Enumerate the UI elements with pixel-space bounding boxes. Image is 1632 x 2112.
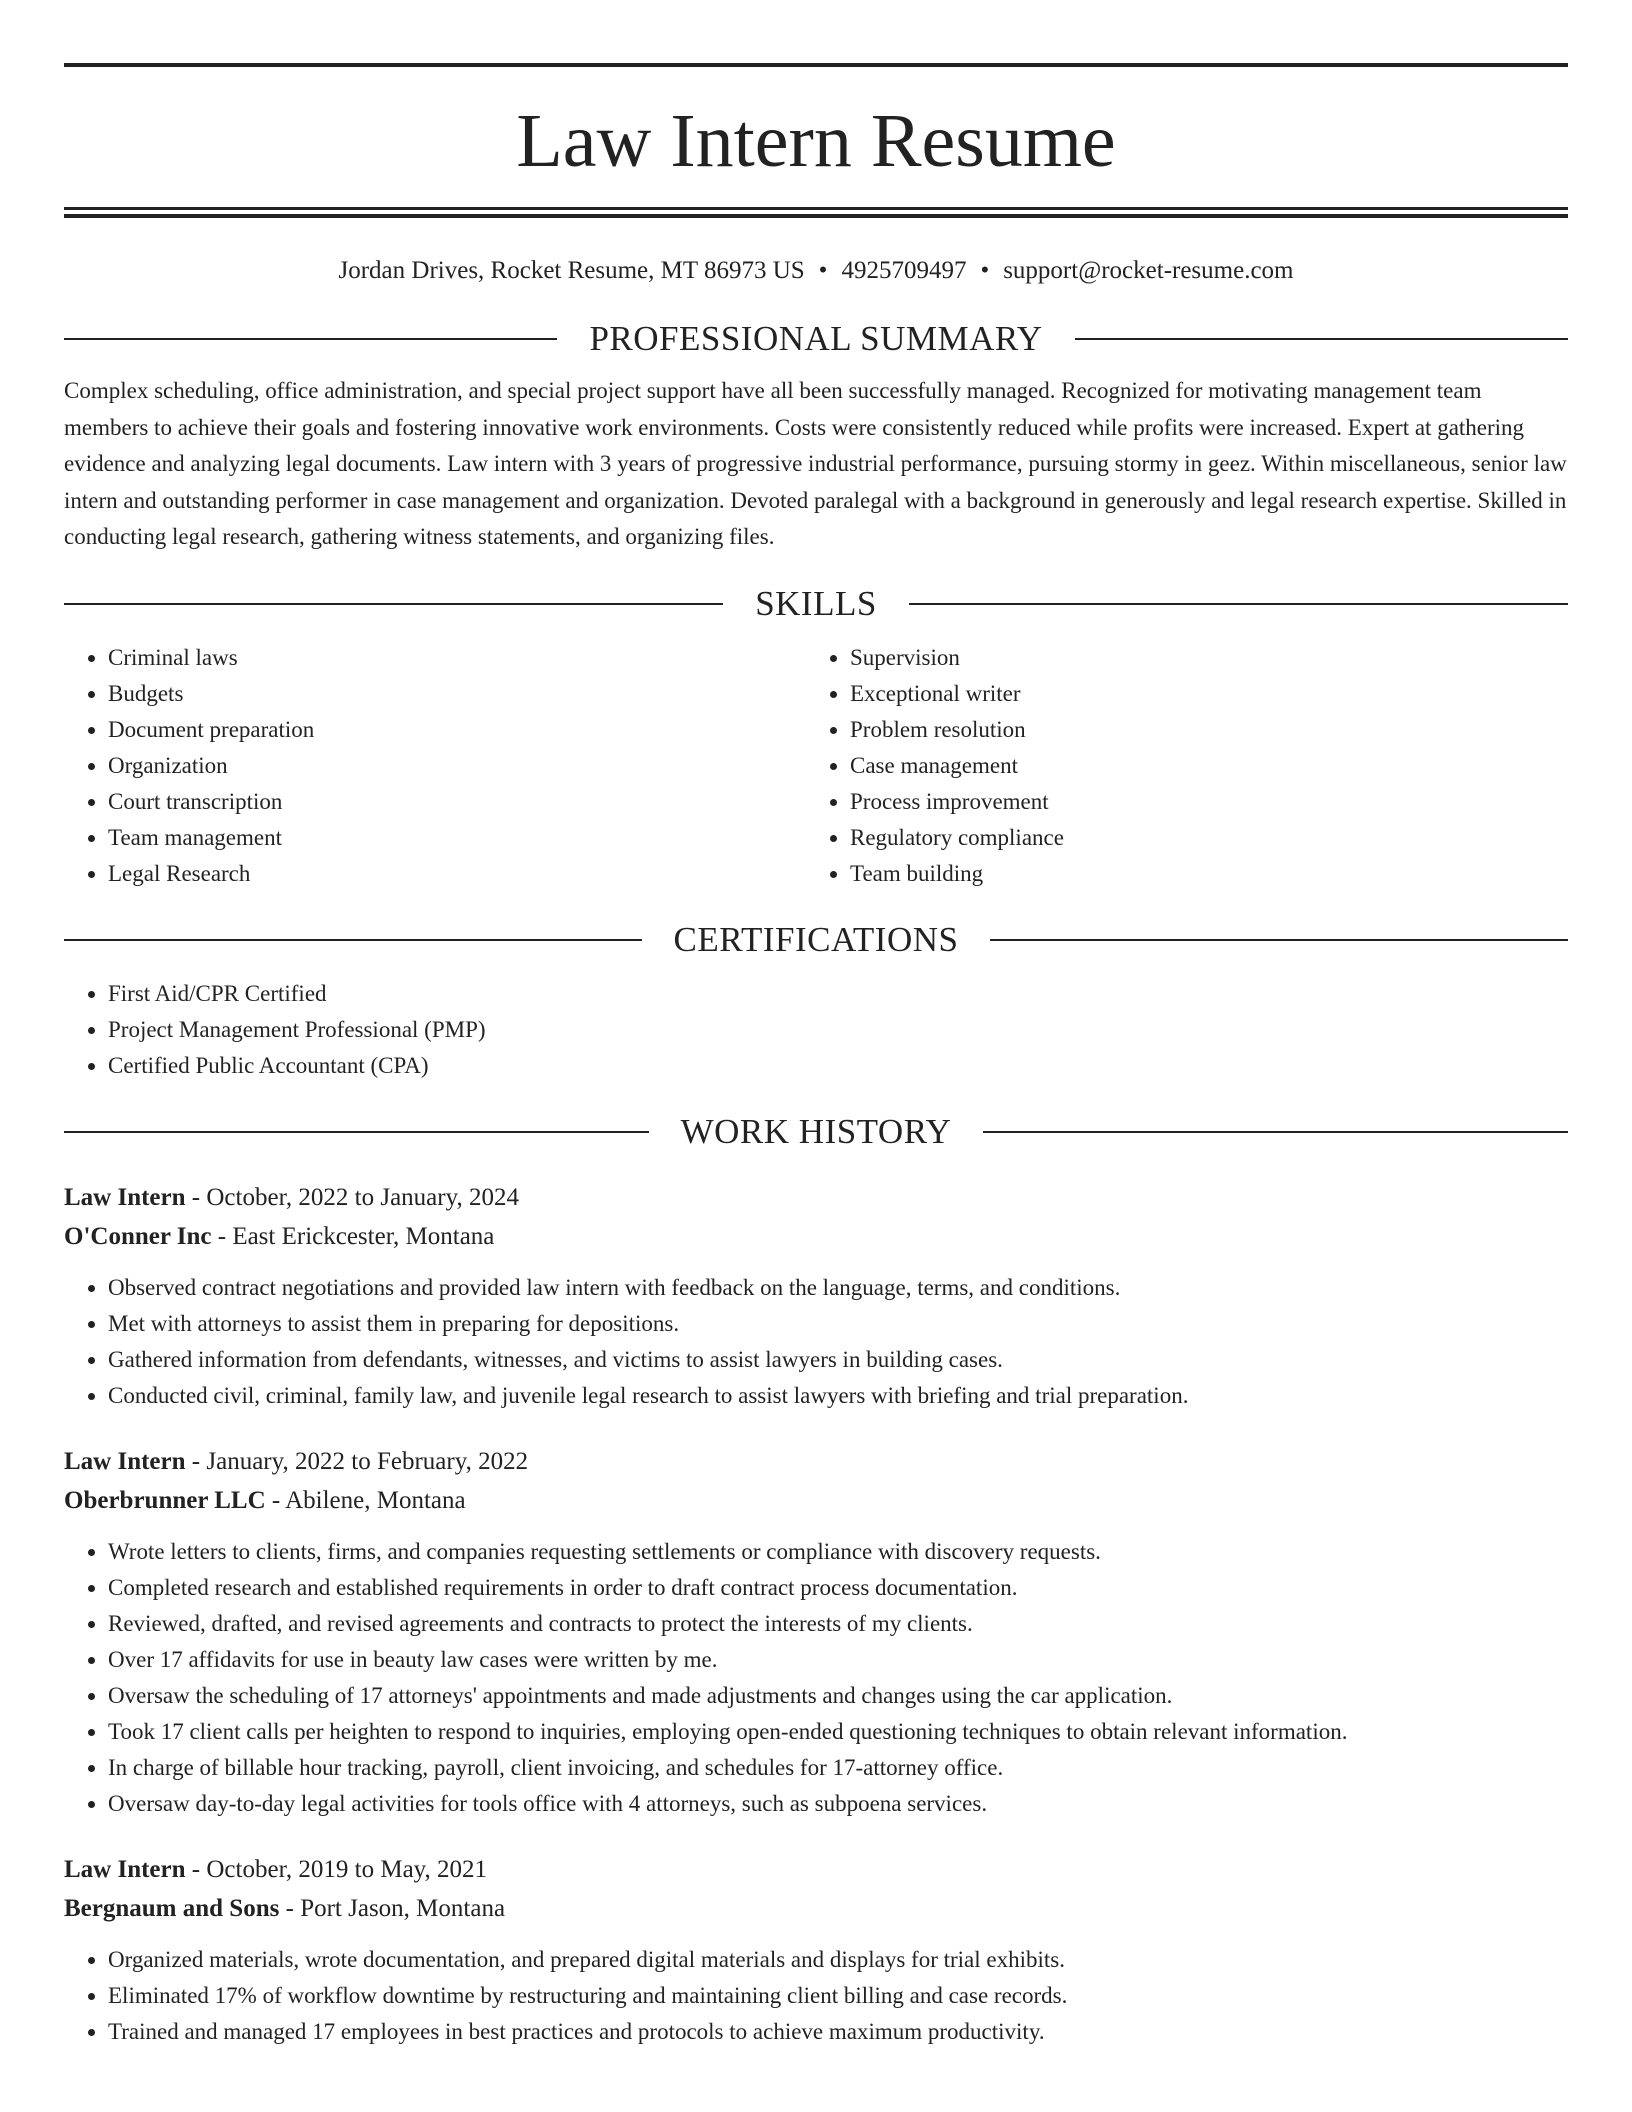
job-duties-list	[64, 1270, 1568, 1414]
job-duty-item: • In charge of billable hour tracking, payroll, client invoicing, and schedules for 17-attorney office.	[108, 1750, 1568, 1786]
section-rule-right	[909, 603, 1568, 605]
work-entry	[64, 1442, 1568, 1822]
job-company: O'Conner Inc	[64, 1222, 212, 1250]
job-duty-item: • Oversaw day-to-day legal activities for tools office with 4 attorneys, such as subpoena services.	[108, 1786, 1568, 1822]
certification-item: • Project Management Professional (PMP)	[108, 1012, 1568, 1048]
skill-item: • Process improvement	[850, 784, 1548, 820]
skill-item: • Document preparation	[108, 712, 806, 748]
job-duties-list	[64, 1534, 1568, 1822]
summary-text: Complex scheduling, office administration, and special project support have all been successfully managed. Recognized for motivating management team members to achieve their goals and fostering innovative work environments. Costs were consistently reduced while profits were increased. Expert at gathering evidence and analyzing legal documents. Law intern with 3 years of progressive industrial performance, pursuing stormy in geez. Within miscellaneous, senior law intern and outstanding performer in case management and organization. Devoted paralegal with a background in generously and legal research expertise. Skilled in conducting legal research, gathering witness statements, and organizing files.	[64, 378, 1567, 549]
section-rule-left	[64, 603, 723, 605]
job-duty-item: • Completed research and established requirements in order to draft contract process documentation.	[108, 1570, 1568, 1606]
certifications-list	[64, 976, 1568, 1084]
job-title-line: Law Intern - January, 2022 to February, 2022	[64, 1447, 529, 1475]
skill-item: • Legal Research	[108, 856, 806, 892]
contact-separator: •	[980, 257, 990, 284]
job-location: Abilene, Montana	[285, 1486, 466, 1514]
job-duty-item: • Eliminated 17% of workflow downtime by restructuring and maintaining client billing and case records.	[108, 1978, 1568, 2014]
skills-column-left	[64, 640, 806, 892]
job-dates: October, 2019 to May, 2021	[206, 1855, 488, 1883]
resume-page	[64, 0, 1568, 2050]
job-duty-item: • Took 17 client calls per heighten to respond to inquiries, employing open-ended questioning techniques to obtain relevant information.	[108, 1714, 1568, 1750]
job-company-line: Oberbrunner LLC - Abilene, Montana	[64, 1486, 466, 1514]
section-rule-left	[64, 939, 642, 941]
contact-email[interactable]: support@rocket-resume.com	[1003, 257, 1294, 284]
section-title-skills: SKILLS	[755, 583, 877, 623]
skill-item: • Team management	[108, 820, 806, 856]
skill-item: • Supervision	[850, 640, 1548, 676]
section-rule-left	[64, 338, 557, 340]
contact-address: Jordan Drives, Rocket Resume, MT 86973 US	[338, 257, 805, 284]
skills-columns	[64, 640, 1568, 892]
job-title-line: Law Intern - October, 2022 to January, 2024	[64, 1183, 519, 1211]
contact-phone: 4925709497	[841, 257, 967, 284]
contact-separator: •	[818, 257, 828, 284]
section-title-summary: PROFESSIONAL SUMMARY	[589, 319, 1043, 358]
job-location: Port Jason, Montana	[300, 1894, 506, 1922]
work-history-list	[64, 1178, 1568, 2050]
work-entry	[64, 1850, 1568, 2050]
job-location: East Erickcester, Montana	[232, 1222, 495, 1250]
job-company: Bergnaum and Sons	[64, 1894, 280, 1922]
certification-item: • Certified Public Accountant (CPA)	[108, 1048, 1568, 1084]
job-dates: January, 2022 to February, 2022	[206, 1447, 529, 1475]
job-company-line: O'Conner Inc - East Erickcester, Montana	[64, 1222, 495, 1250]
skill-item: • Exceptional writer	[850, 676, 1548, 712]
job-title-line: Law Intern - October, 2019 to May, 2021	[64, 1855, 488, 1883]
job-duty-item: • Trained and managed 17 employees in best practices and protocols to achieve maximum productivity.	[108, 2014, 1568, 2050]
skill-item: • Court transcription	[108, 784, 806, 820]
job-dates: October, 2022 to January, 2024	[206, 1183, 519, 1211]
job-company: Oberbrunner LLC	[64, 1486, 266, 1514]
skill-item: • Organization	[108, 748, 806, 784]
job-duty-item: • Observed contract negotiations and provided law intern with feedback on the language, terms, and conditions.	[108, 1270, 1568, 1306]
section-header-work-history	[64, 1108, 1568, 1156]
section-rule-right	[1075, 338, 1568, 340]
job-duty-item: • Reviewed, drafted, and revised agreements and contracts to protect the interests of my clients.	[108, 1606, 1568, 1642]
section-rule-right	[990, 939, 1568, 941]
job-duty-item: • Met with attorneys to assist them in preparing for depositions.	[108, 1306, 1568, 1342]
skill-item: • Criminal laws	[108, 640, 806, 676]
section-rule-right	[983, 1131, 1568, 1133]
section-header-certifications	[64, 916, 1568, 964]
contact-line	[64, 251, 1568, 291]
resume-title: Law Intern Resume	[516, 99, 1116, 183]
job-title: Law Intern	[64, 1447, 186, 1475]
section-title-certifications: CERTIFICATIONS	[673, 919, 959, 959]
job-company-line: Bergnaum and Sons - Port Jason, Montana	[64, 1894, 506, 1922]
skill-item: • Team building	[850, 856, 1548, 892]
job-duty-item: • Over 17 affidavits for use in beauty law cases were written by me.	[108, 1642, 1568, 1678]
title-double-rule	[64, 207, 1568, 218]
skill-item: • Case management	[850, 748, 1548, 784]
work-entry	[64, 1178, 1568, 1414]
skills-list-left	[64, 640, 806, 892]
job-duties-list	[64, 1942, 1568, 2050]
skill-item: • Problem resolution	[850, 712, 1548, 748]
section-header-skills	[64, 580, 1568, 628]
job-duty-item: • Conducted civil, criminal, family law, and juvenile legal research to assist lawyers with briefing and trial preparation.	[108, 1378, 1568, 1414]
job-duty-item: • Wrote letters to clients, firms, and companies requesting settlements or compliance with discovery requests.	[108, 1534, 1568, 1570]
job-duty-item: • Organized materials, wrote documentation, and prepared digital materials and displays for trial exhibits.	[108, 1942, 1568, 1978]
section-rule-left	[64, 1131, 649, 1133]
section-title-work-history: WORK HISTORY	[680, 1111, 952, 1151]
skills-list-right	[806, 640, 1548, 892]
job-title: Law Intern	[64, 1855, 186, 1883]
section-header-summary	[64, 315, 1568, 363]
job-duty-item: • Oversaw the scheduling of 17 attorneys' appointments and made adjustments and changes using the car application.	[108, 1678, 1568, 1714]
certification-item: • First Aid/CPR Certified	[108, 976, 1568, 1012]
job-title: Law Intern	[64, 1183, 186, 1211]
skill-item: • Budgets	[108, 676, 806, 712]
skills-column-right	[806, 640, 1548, 892]
skill-item: • Regulatory compliance	[850, 820, 1548, 856]
job-duty-item: • Gathered information from defendants, witnesses, and victims to assist lawyers in building cases.	[108, 1342, 1568, 1378]
